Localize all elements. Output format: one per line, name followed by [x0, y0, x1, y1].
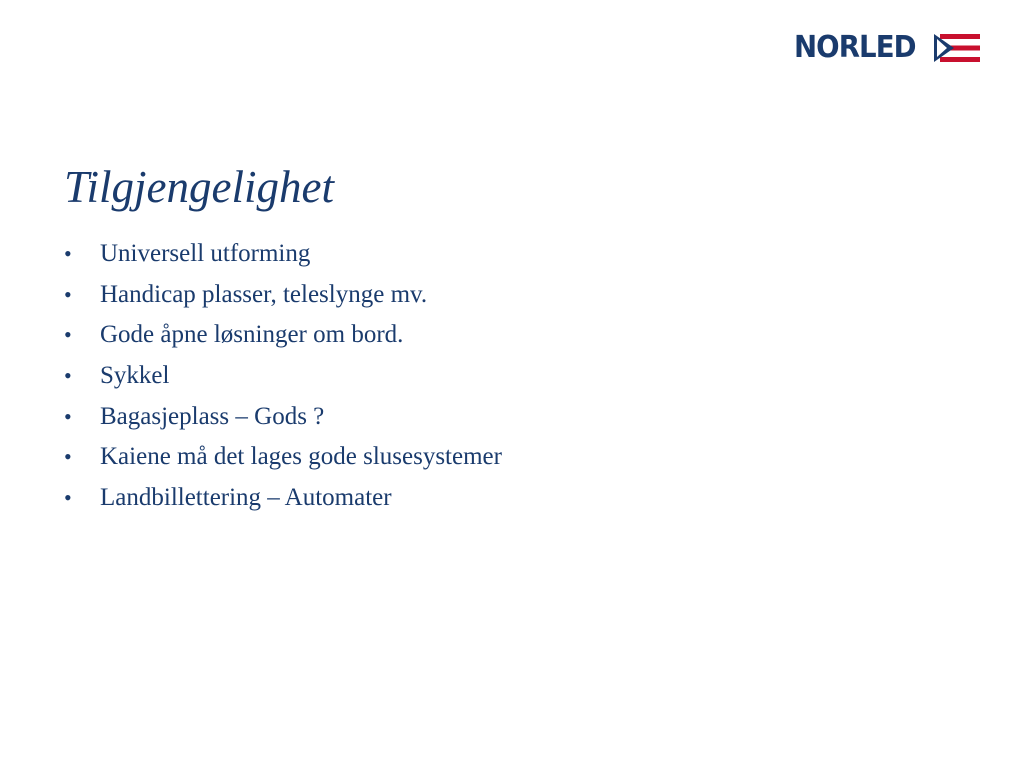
- bullet-text: Bagasjeplass – Gods ?: [100, 402, 325, 430]
- bullet-icon: •: [64, 485, 72, 511]
- norled-logo: [794, 28, 984, 68]
- bullet-icon: •: [64, 241, 72, 266]
- bullet-text: Gode åpne løsninger om bord.: [100, 321, 404, 349]
- bullet-icon: •: [64, 363, 72, 389]
- bullet-icon: •: [64, 403, 72, 429]
- bullet-text: Landbillettering – Automater: [100, 484, 392, 512]
- bullet-icon: •: [64, 281, 72, 307]
- flag-stripes-icon: [934, 33, 980, 63]
- slide-title: Tilgjengelighet: [64, 162, 334, 212]
- bullet-text: Handicap plasser, teleslynge mv.: [100, 280, 428, 308]
- bullet-text: Universell utforming: [100, 240, 311, 267]
- bullet-icon: •: [64, 444, 72, 470]
- bullet-text: Sykkel: [100, 362, 170, 390]
- logo-text: NORLED: [794, 30, 916, 65]
- bullet-text: Kaiene må det lages gode slusesystemer: [100, 443, 502, 471]
- bullet-icon: •: [64, 322, 72, 348]
